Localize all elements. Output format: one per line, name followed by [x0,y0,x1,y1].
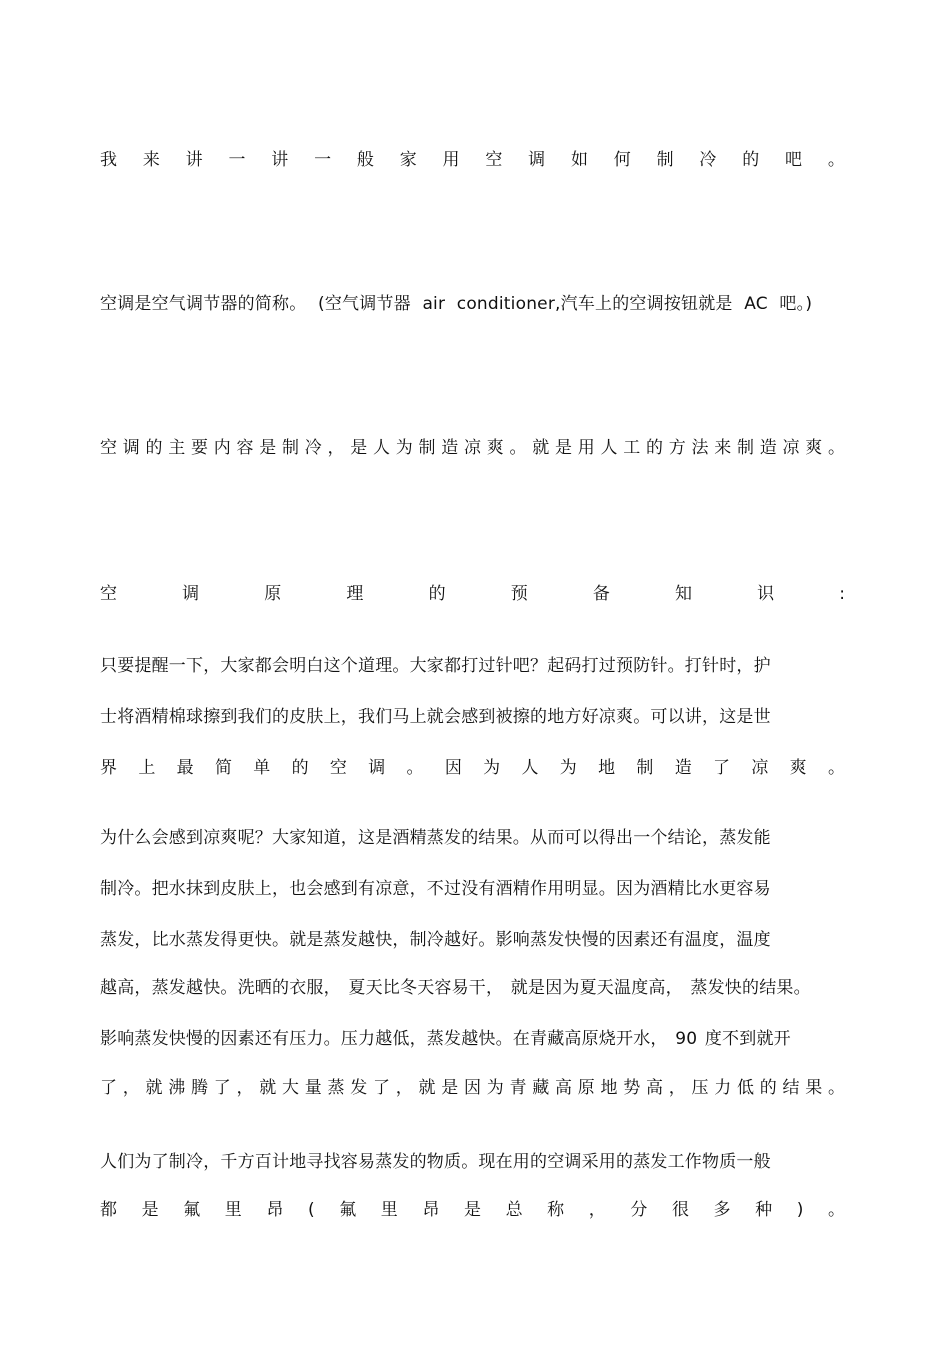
glyph: 空 [329,758,347,778]
glyph: 调 [122,438,140,458]
glyph: 腾 [191,1078,208,1098]
glyph: 一 [314,150,332,170]
glyph: 的 [759,1078,777,1098]
glyph: 为 [483,758,501,778]
glyph: 高 [646,1078,663,1098]
glyph: 界 [100,758,117,778]
glyph: 制 [282,438,299,458]
glyph: 制 [656,150,674,170]
glyph: 如 [570,150,588,170]
glyph: 的 [742,150,760,170]
paragraph-1-line-1: 只要提醒一下，大家都会明白这个道理。大家都打过针吧？起码打过预防针。打针时，护 [100,656,771,676]
glyph: 爽 [805,438,823,458]
glyph: 青 [509,1078,527,1098]
glyph: 原 [577,1078,595,1098]
glyph: 里 [224,1200,242,1220]
glyph: 。 [828,438,845,458]
glyph: 是 [259,438,277,458]
glyph: ， [668,1078,686,1098]
glyph: 容 [236,438,254,458]
glyph: 就 [259,1078,277,1098]
glyph: 多 [713,1200,731,1220]
glyph: 凉 [782,438,800,458]
glyph: 人 [600,438,618,458]
glyph: 讲 [271,150,289,170]
glyph: 主 [168,438,186,458]
glyph: 氟 [183,1200,201,1220]
section-heading [100,582,845,606]
glyph: 何 [613,150,631,170]
glyph: 都 [100,1200,117,1220]
glyph: 沸 [168,1078,186,1098]
glyph: 一 [228,150,246,170]
glyph: 里 [380,1200,398,1220]
glyph: 调 [182,584,200,604]
glyph: 了 [713,758,730,778]
paragraph-2-line-4: 越高，蒸发越快。洗晒的衣服， 夏天比冬天容易干， 就是因为夏天温度高， 蒸发快的结果。 [100,978,811,998]
glyph: 人 [521,758,539,778]
glyph: 为 [395,438,413,458]
glyph: ， [588,1200,606,1220]
glyph: ， [395,1078,413,1098]
glyph: 高 [555,1078,572,1098]
glyph: ， [327,438,345,458]
glyph: 爽 [789,758,807,778]
glyph: 昂 [266,1200,284,1220]
glyph: 结 [782,1078,800,1098]
glyph: 是 [441,1078,459,1098]
glyph: 的 [291,758,309,778]
glyph: 识 [757,584,775,604]
glyph: 原 [264,584,282,604]
glyph: 简 [214,758,232,778]
glyph: 是 [350,438,368,458]
glyph: 凉 [464,438,481,458]
glyph: 为 [486,1078,504,1098]
glyph: 造 [759,438,777,458]
glyph: 分 [630,1200,648,1220]
glyph: 造 [441,438,459,458]
glyph: 称 [547,1200,565,1220]
glyph: 般 [356,150,374,170]
glyph: 力 [714,1078,732,1098]
glyph: 氟 [339,1200,357,1220]
paragraph-2-line-1: 为什么会感到凉爽呢？大家知道，这是酒精蒸发的结果。从而可以得出一个结论，蒸发能 [100,828,771,848]
glyph: 知 [674,584,692,604]
glyph: 的 [428,584,446,604]
glyph: 就 [418,1078,436,1098]
glyph: 就 [145,1078,163,1098]
glyph: 制 [636,758,654,778]
paragraph-2-line-5: 影响蒸发快慢的因素还有压力。压力越低，蒸发越快。在青藏高原烧开水， 90 度不到就开 [100,1029,791,1049]
glyph: 冷 [699,150,717,170]
glyph: 人 [373,438,390,458]
glyph: 了 [373,1078,390,1098]
glyph: 造 [674,758,692,778]
glyph: 为 [559,758,577,778]
glyph: 单 [253,758,271,778]
glyph: 总 [505,1200,523,1220]
glyph: 吧 [785,150,802,170]
glyph: 低 [737,1078,754,1098]
glyph: 上 [138,758,156,778]
glyph: 空 [100,584,117,604]
glyph: 讲 [185,150,203,170]
glyph: 昂 [422,1200,440,1220]
glyph: 方 [668,438,686,458]
glyph: 调 [368,758,386,778]
paragraph-2-line-6 [100,1076,845,1100]
glyph: 果 [805,1078,823,1098]
paragraph-2-line-3: 蒸发，比水蒸发得更快。就是蒸发越快，制冷越好。影响蒸发快慢的因素还有温度，温度 [100,930,771,950]
glyph: 压 [691,1078,709,1098]
glyph: 就 [532,438,550,458]
paragraph-1-line-3 [100,756,845,780]
glyph: 藏 [532,1078,550,1098]
glyph: ， [122,1078,140,1098]
glyph: 要 [191,438,208,458]
glyph: 用 [577,438,595,458]
glyph: 很 [671,1200,689,1220]
glyph: 制 [737,438,754,458]
glyph: 空 [100,438,117,458]
definition-line: 空调是空气调节器的简称。 (空气调节器 air conditioner,汽车上的空调按钮就是 AC 吧。) [100,294,813,314]
glyph: 来 [714,438,732,458]
glyph: ( [307,1200,315,1220]
glyph: 的 [145,438,163,458]
glyph: 是 [555,438,572,458]
paragraph-3-line-2 [100,1198,845,1222]
glyph: 冷 [304,438,322,458]
glyph: 势 [623,1078,641,1098]
glyph: 空 [485,150,503,170]
glyph: 用 [442,150,460,170]
glyph: 家 [399,150,417,170]
summary-line [100,436,845,460]
glyph: 蒸 [327,1078,345,1098]
paragraph-3-line-1: 人们为了制冷，千方百计地寻找容易蒸发的物质。现在用的空调采用的蒸发工作物质一般 [100,1152,771,1172]
glyph: 我 [100,150,117,170]
glyph: 了 [213,1078,231,1098]
glyph: 理 [346,584,364,604]
glyph: 法 [691,438,709,458]
glyph: 最 [176,758,194,778]
glyph: 制 [418,438,436,458]
glyph: 是 [463,1200,481,1220]
glyph: 。 [406,758,424,778]
glyph: : [839,584,845,604]
glyph: 来 [142,150,160,170]
glyph: 大 [282,1078,299,1098]
glyph: 量 [304,1078,322,1098]
paragraph-2-line-2: 制冷。把水抹到皮肤上，也会感到有凉意，不过没有酒精作用明显。因为酒精比水更容易 [100,879,771,899]
glyph: 工 [623,438,641,458]
glyph: 。 [827,1200,845,1220]
glyph: 。 [827,758,845,778]
glyph: 是 [141,1200,159,1220]
paragraph-1-line-2: 士将酒精棉球擦到我们的皮肤上，我们马上就会感到被擦的地方好凉爽。可以讲，这是世 [100,707,771,727]
glyph: 因 [444,758,462,778]
glyph: 凉 [751,758,769,778]
glyph: 种 [755,1200,773,1220]
glyph: 发 [350,1078,368,1098]
glyph: 。 [827,150,845,170]
glyph: ， [236,1078,254,1098]
glyph: 。 [509,438,527,458]
glyph: 内 [213,438,231,458]
glyph: 因 [464,1078,481,1098]
glyph: 爽 [486,438,504,458]
glyph: 的 [646,438,663,458]
glyph: 地 [600,1078,618,1098]
intro-line [100,148,845,172]
glyph: 备 [592,584,610,604]
glyph: 地 [598,758,616,778]
glyph: 调 [528,150,546,170]
glyph: 了 [100,1078,117,1098]
glyph: 预 [510,584,528,604]
glyph: ) [796,1200,804,1220]
glyph: 。 [828,1078,845,1098]
